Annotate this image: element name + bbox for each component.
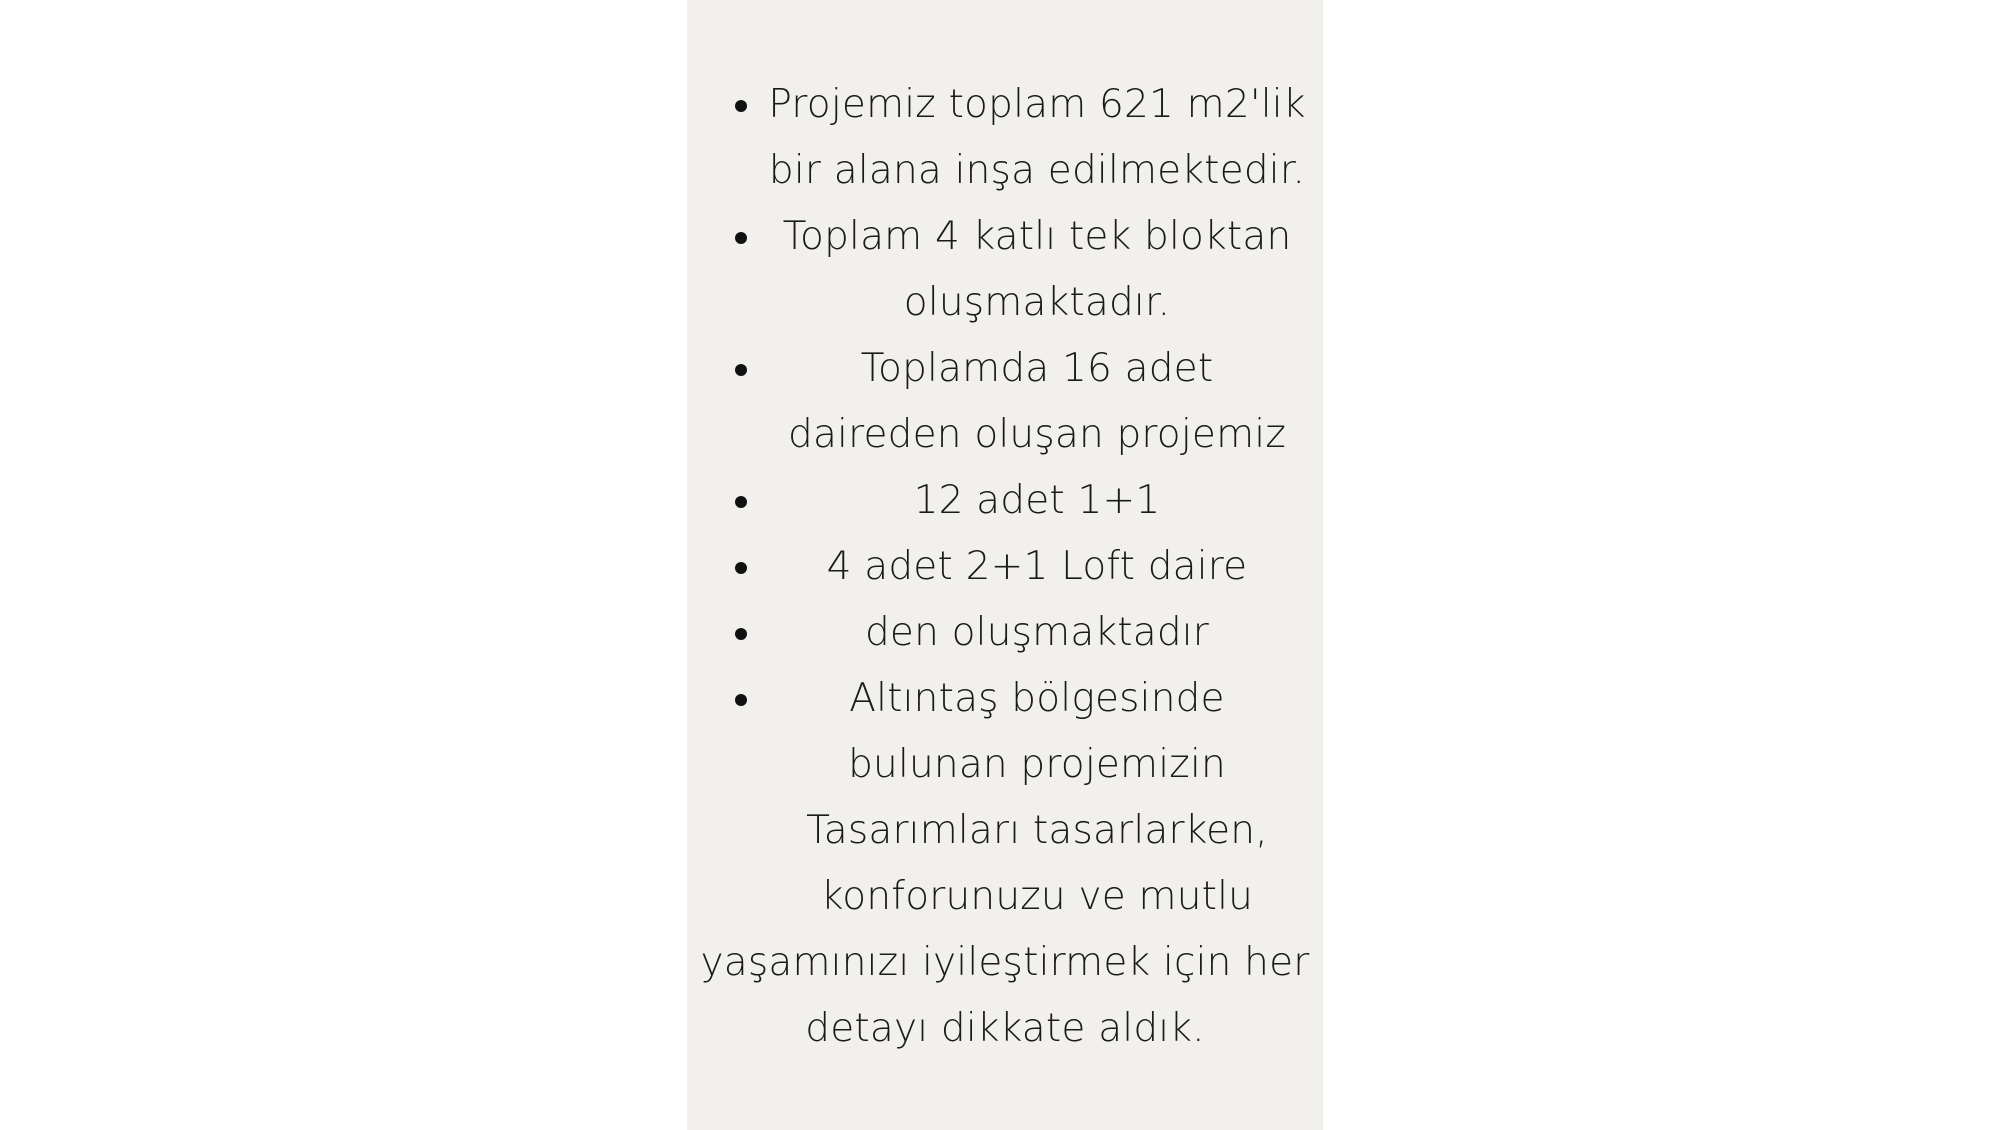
line-text: daireden oluşan projemiz [788, 412, 1286, 457]
list-item-continuation [687, 270, 1323, 336]
bullet-icon [735, 232, 747, 244]
line-text: 4 adet 2+1 Loft daire [826, 544, 1248, 589]
bullet-icon [735, 628, 747, 640]
list-item-continuation [687, 864, 1323, 930]
line-text: den oluşmaktadır [864, 610, 1210, 655]
line-text: 12 adet 1+1 [913, 478, 1161, 523]
line-text: oluşmaktadır. [903, 280, 1171, 325]
list-item [687, 72, 1323, 138]
line-text: bir alana inşa edilmektedir. [768, 148, 1306, 193]
line-text: konforunuzu ve mutlu [820, 874, 1254, 919]
line-text: Altıntaş bölgesinde [849, 676, 1225, 721]
list-item [687, 534, 1323, 600]
list-item [687, 204, 1323, 270]
line-text: yaşamınızı iyileştirmek için her [700, 940, 1310, 985]
list-item [687, 666, 1323, 732]
line-text: detayı dikkate aldık. [805, 1006, 1205, 1051]
bullet-icon [735, 694, 747, 706]
list-item-continuation [687, 732, 1323, 798]
line-text: bulunan projemizin [848, 742, 1226, 787]
list-item-continuation [687, 138, 1323, 204]
content-panel [687, 0, 1323, 1130]
list-item [687, 336, 1323, 402]
line-text: Tasarımları tasarlarken, [806, 808, 1268, 853]
line-text: Toplamda 16 adet [860, 346, 1214, 391]
bullet-icon [735, 496, 747, 508]
line-text: Projemiz toplam 621 m2'lik [768, 82, 1306, 127]
list-item [687, 468, 1323, 534]
list-item-continuation [687, 996, 1323, 1062]
line-text: Toplam 4 katlı tek bloktan [782, 214, 1292, 259]
list-item-continuation [687, 930, 1323, 996]
list-item-continuation [687, 402, 1323, 468]
bullet-icon [735, 100, 747, 112]
list-item [687, 600, 1323, 666]
bullet-icon [735, 364, 747, 376]
bullet-icon [735, 562, 747, 574]
list-item-continuation [687, 798, 1323, 864]
